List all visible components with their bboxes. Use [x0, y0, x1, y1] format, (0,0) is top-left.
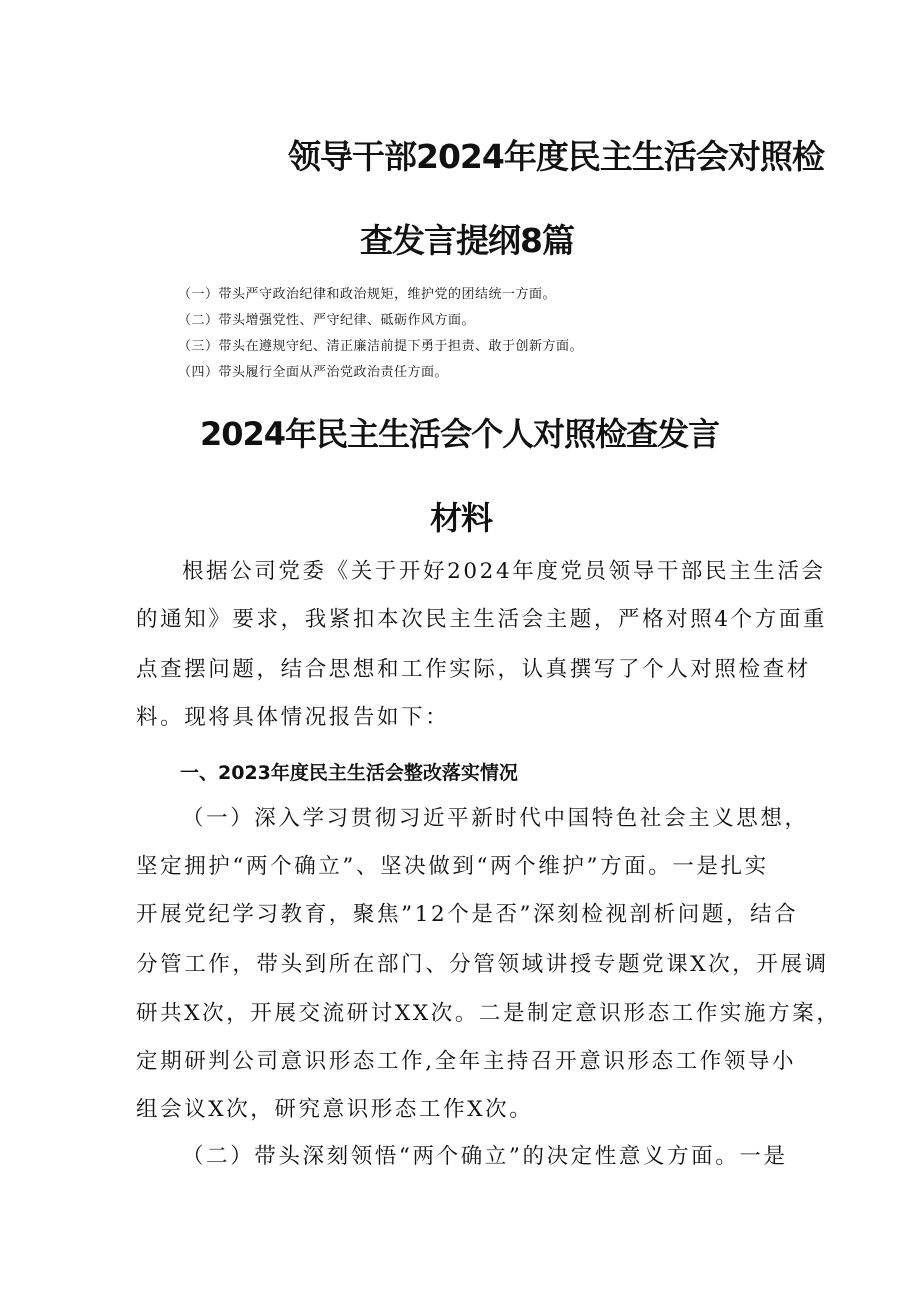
paragraph-line: 点查摆问题，结合思想和工作实际，认真撰写了个人对照检查材 [136, 657, 811, 682]
toc-item: （三）带头在遵规守纪、清正廉洁前提下勇于担责、敢于创新方面。 [178, 339, 584, 354]
toc-item: （二）带头增强党性、严守纪律、砥砺作风方面。 [178, 313, 476, 328]
paragraph-line: 的通知》要求，我紧扣本次民主生活会主题，严格对照4个方面重 [136, 607, 828, 632]
section-title-line-2: 材料 [430, 499, 493, 537]
paragraph-line: 根据公司党委《关于开好2024年度党员领导干部民主生活会 [182, 559, 826, 584]
toc-item: （一）带头严守政治纪律和政治规矩，维护党的团结统一方面。 [178, 287, 557, 302]
paragraph-line: 定期研判公司意识形态工作,全年主持召开意识形态工作领导小 [136, 1049, 797, 1074]
paragraph-line: 料。现将具体情况报告如下： [136, 705, 450, 730]
paragraph-line: 研共X次，开展交流研讨XX次。二是制定意识形态工作实施方案， [136, 1001, 841, 1026]
document-title-line-2: 查发言提纲8篇 [360, 221, 574, 260]
paragraph-line: 开展党纪学习教育，聚焦”12个是否”深刻检视剖析问题，结合 [136, 902, 799, 927]
paragraph-line: （二）带头深刻领悟“两个确立”的决定性意义方面。一是 [182, 1144, 788, 1169]
paragraph-line: 分管工作，带头到所在部门、分管领域讲授专题党课X次，开展调 [136, 952, 829, 977]
toc-item: （四）带头履行全面从严治党政治责任方面。 [178, 365, 449, 380]
section-heading: 一、2023年度民主生活会整改落实情况 [180, 762, 518, 784]
paragraph-line: （一）深入学习贯彻习近平新时代中国特色社会主义思想， [182, 806, 809, 831]
section-title-line-1: 2024年民主生活会个人对照检查发言 [200, 415, 720, 453]
document-title-line-1: 领导干部2024年度民主生活会对照检 [288, 137, 824, 176]
paragraph-line: 坚定拥护“两个确立”、坚决做到“两个维护”方面。一是扎实 [136, 854, 769, 879]
paragraph-line: 组会议X次，研究意识形态工作X次。 [136, 1097, 534, 1122]
